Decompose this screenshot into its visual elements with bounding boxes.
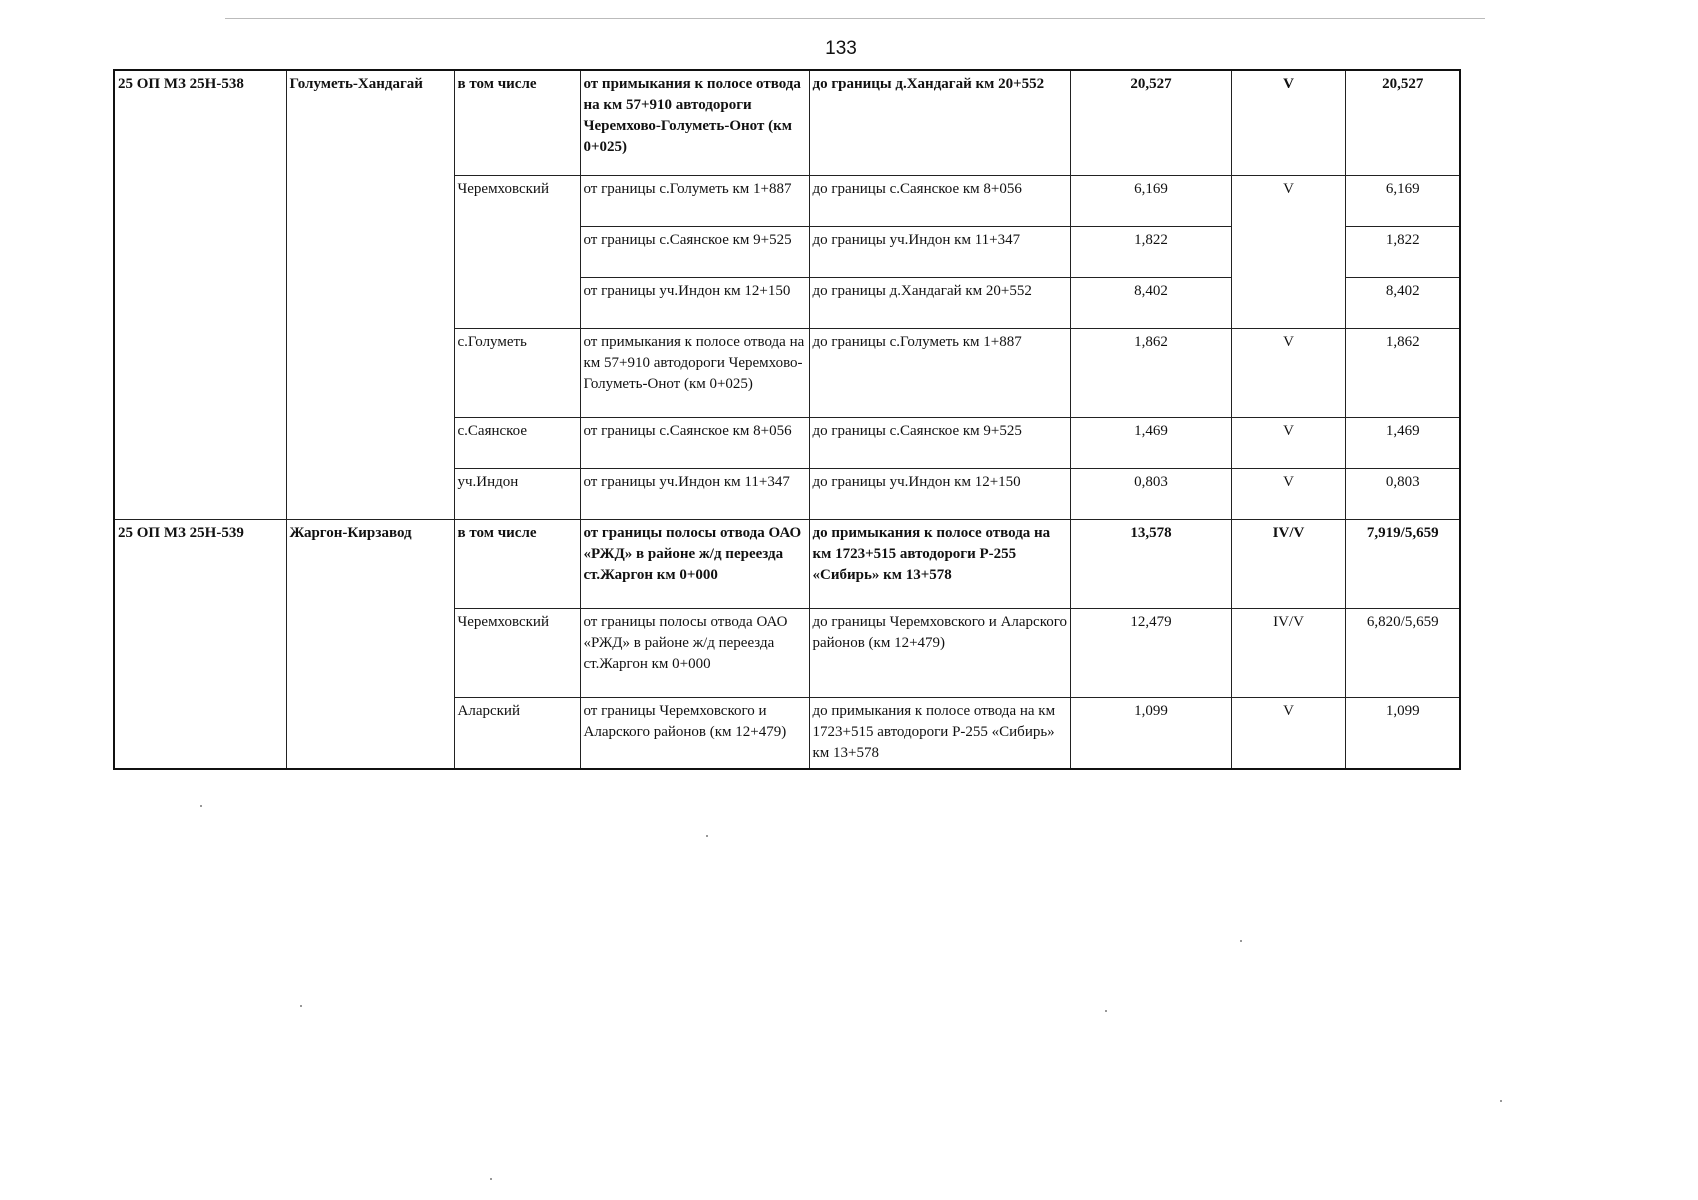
scan-speck (706, 835, 708, 837)
segment-from: от границы уч.Индон км 12+150 (580, 278, 809, 329)
segment-to: до границы с.Голуметь км 1+887 (809, 329, 1070, 418)
segment-from: от границы с.Саянское км 8+056 (580, 418, 809, 469)
category-length: 8,402 (1345, 278, 1460, 329)
road-category: V (1231, 329, 1345, 418)
scan-speck (1240, 940, 1242, 942)
category-length: 0,803 (1345, 469, 1460, 520)
road-code: 25 ОП МЗ 25Н-538 (114, 70, 286, 520)
category-length: 6,820/5,659 (1345, 609, 1460, 698)
section-name: Аларский (454, 698, 580, 770)
section-name: в том числе (454, 520, 580, 609)
segment-to: до границы с.Саянское км 9+525 (809, 418, 1070, 469)
segment-length: 6,169 (1070, 176, 1231, 227)
road-name: Голуметь-Хандагай (286, 70, 454, 520)
segment-from: от примыкания к полосе отвода на км 57+910 автодороги Черемхово-Голуметь-Онот (км 0+025) (580, 329, 809, 418)
category-length: 1,862 (1345, 329, 1460, 418)
segment-to: до примыкания к полосе отвода на км 1723+515 автодороги Р-255 «Сибирь» км 13+578 (809, 698, 1070, 770)
category-length: 1,469 (1345, 418, 1460, 469)
road-code: 25 ОП МЗ 25Н-539 (114, 520, 286, 770)
segment-length: 1,822 (1070, 227, 1231, 278)
scan-speck (1105, 1010, 1107, 1012)
segment-to: до примыкания к полосе отвода на км 1723+515 автодороги Р-255 «Сибирь» км 13+578 (809, 520, 1070, 609)
road-category: V (1231, 70, 1345, 176)
segment-length: 20,527 (1070, 70, 1231, 176)
segment-to: до границы Черемховского и Аларского районов (км 12+479) (809, 609, 1070, 698)
section-name: в том числе (454, 70, 580, 176)
category-length: 20,527 (1345, 70, 1460, 176)
segment-to: до границы с.Саянское км 8+056 (809, 176, 1070, 227)
road-category: V (1231, 469, 1345, 520)
section-name: с.Саянское (454, 418, 580, 469)
table-row (114, 520, 1460, 609)
segment-to: до границы уч.Индон км 12+150 (809, 469, 1070, 520)
scan-speck (1500, 1100, 1502, 1102)
segment-to: до границы д.Хандагай км 20+552 (809, 70, 1070, 176)
segment-from: от границы полосы отвода ОАО «РЖД» в районе ж/д переезда ст.Жаргон км 0+000 (580, 520, 809, 609)
road-category: V (1231, 418, 1345, 469)
section-name: уч.Индон (454, 469, 580, 520)
segment-length: 1,862 (1070, 329, 1231, 418)
scan-speck (200, 805, 202, 807)
segment-length: 1,099 (1070, 698, 1231, 770)
road-category: V (1231, 176, 1345, 329)
segment-from: от границы с.Саянское км 9+525 (580, 227, 809, 278)
category-length: 7,919/5,659 (1345, 520, 1460, 609)
segment-length: 0,803 (1070, 469, 1231, 520)
segment-from: от границы полосы отвода ОАО «РЖД» в районе ж/д переезда ст.Жаргон км 0+000 (580, 609, 809, 698)
section-name: Черемховский (454, 176, 580, 329)
road-category: IV/V (1231, 609, 1345, 698)
segment-from: от границы Черемховского и Аларского районов (км 12+479) (580, 698, 809, 770)
segment-to: до границы д.Хандагай км 20+552 (809, 278, 1070, 329)
scan-speck (490, 1178, 492, 1180)
road-registry-table (113, 69, 1461, 770)
scan-top-rule (225, 18, 1485, 19)
segment-length: 8,402 (1070, 278, 1231, 329)
road-category: V (1231, 698, 1345, 770)
segment-from: от примыкания к полосе отвода на км 57+910 автодороги Черемхово-Голуметь-Онот (км 0+025) (580, 70, 809, 176)
segment-to: до границы уч.Индон км 11+347 (809, 227, 1070, 278)
category-length: 1,822 (1345, 227, 1460, 278)
segment-from: от границы с.Голуметь км 1+887 (580, 176, 809, 227)
page-number: 133 (825, 38, 857, 59)
section-name: Черемховский (454, 609, 580, 698)
category-length: 1,099 (1345, 698, 1460, 770)
segment-length: 12,479 (1070, 609, 1231, 698)
section-name: с.Голуметь (454, 329, 580, 418)
segment-length: 1,469 (1070, 418, 1231, 469)
segment-length: 13,578 (1070, 520, 1231, 609)
category-length: 6,169 (1345, 176, 1460, 227)
segment-from: от границы уч.Индон км 11+347 (580, 469, 809, 520)
table-row (114, 70, 1460, 176)
scan-speck (300, 1005, 302, 1007)
road-name: Жаргон-Кирзавод (286, 520, 454, 770)
road-category: IV/V (1231, 520, 1345, 609)
